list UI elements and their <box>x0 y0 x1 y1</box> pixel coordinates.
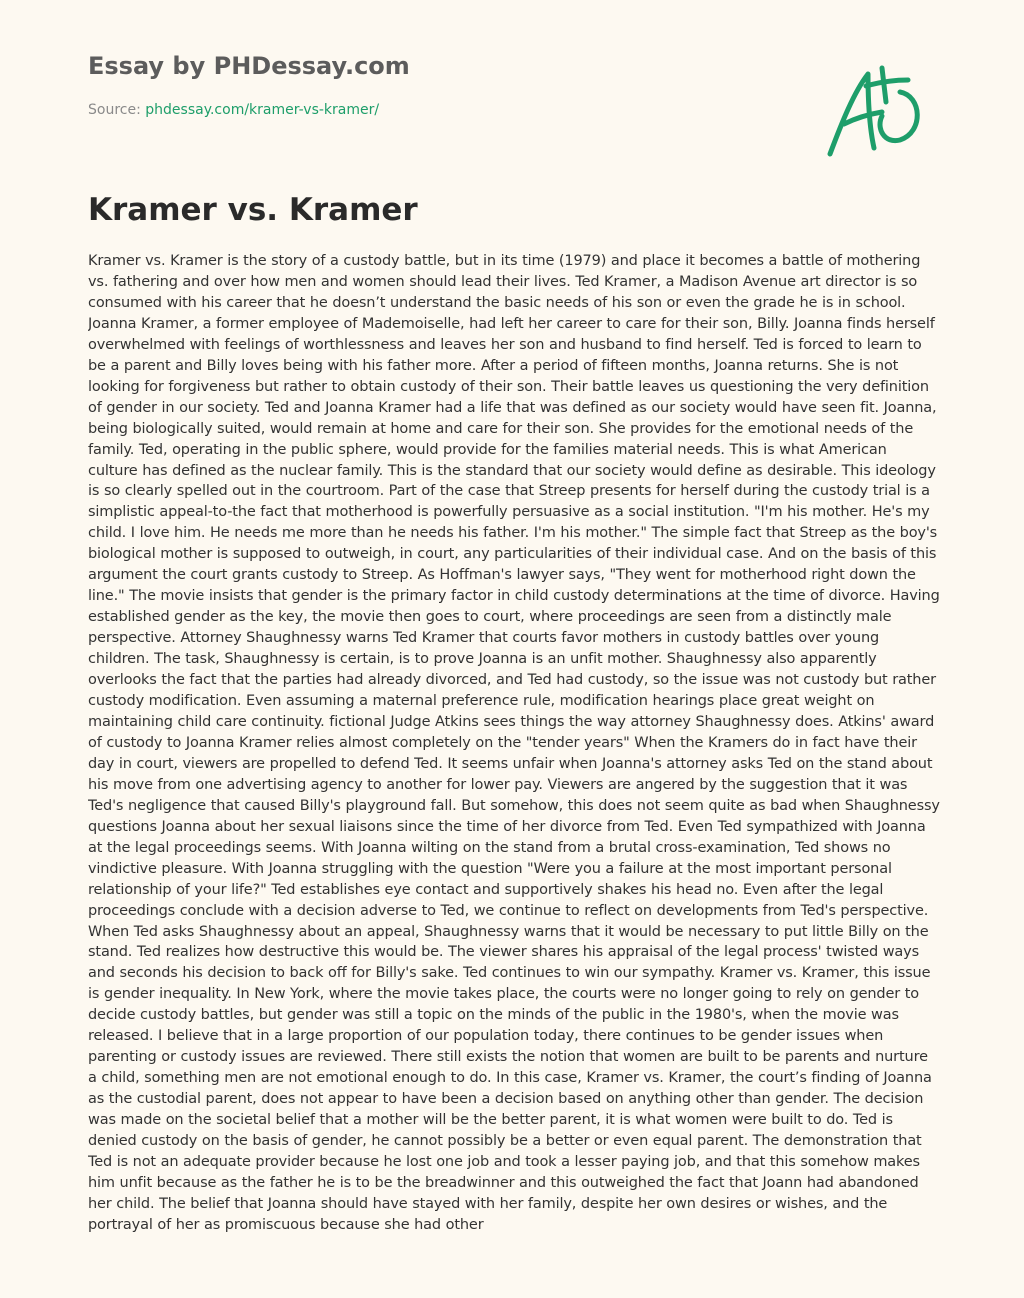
site-brand: Essay by PHDessay.com <box>88 52 410 80</box>
a-plus-grade-icon <box>820 62 930 162</box>
source-link[interactable]: phdessay.com/kramer-vs-kramer/ <box>145 102 380 118</box>
page-header <box>88 50 410 120</box>
essay-title: Kramer vs. Kramer <box>88 192 418 228</box>
source-line <box>88 100 410 120</box>
essay-body-container <box>88 251 940 1251</box>
essay-body: Kramer vs. Kramer is the story of a custody battle, but in its time (1979) and place it becomes a battle of mothering vs. fathering and over how men and women should lead their lives. Ted Kramer, a Madison Avenue art director is so consumed with his career that he doesn’t understand the basic needs of his son or even the grade he is in school. Joanna Kramer, a former employee of Mademoiselle, had left her career to care for their son, Billy. Joanna finds herself overwhelmed with feelings of worthlessness and leaves her son and husband to find herself. Ted is forced to learn to be a parent and Billy loves being with his father more. After a period of fifteen months, Joanna returns. She is not looking for forgiveness but rather to obtain custody of their son. Their battle leaves us questioning the very definition of gender in our society. Ted and Joanna Kramer had a life that was defined as our society would have seen fit. Joanna, being biologically suited, would remain at home and care for their son. She provides for the emotional needs of the family. Ted, operating in the public sphere, would provide for the families material needs. This is what American culture has defined as the nuclear family. This is the standard that our society would define as desirable. This ideology is so clearly spelled out in the courtroom. Part of the case that Streep presents for herself during the custody trial is a simplistic appeal-to-the fact that motherhood is powerfully persuasive as a social institution. "I'm his mother. He's my child. I love him. He needs me more than he needs his father. I'm his mother." The simple fact that Streep as the boy's biological mother is supposed to outweigh, in court, any particularities of their individual case. And on the basis of this argument the court grants custody to Streep. As Hoffman's lawyer says, "They went for motherhood right down the line." The movie insists that gender is the primary factor in child custody determinations at the time of divorce. Having established gender as the key, the movie then goes to court, where proceedings are seen from a distinctly male perspective. Attorney Shaughnessy warns Ted Kramer that courts favor mothers in custody battles over young children. The task, Shaughnessy is certain, is to prove Joanna is an unfit mother. Shaughnessy also apparently overlooks the fact that the parties had already divorced, and Ted had custody, so the issue was not custody but rather custody modification. Even assuming a maternal preference rule, modification hearings place great weight on maintaining child care continuity. fictional Judge Atkins sees things the way attorney Shaughnessy does. Atkins' award of custody to Joanna Kramer relies almost completely on the "tender years" When the Kramers do in fact have their day in court, viewers are propelled to defend Ted. It seems unfair when Joanna's attorney asks Ted on the stand about his move from one advertising agency to another for lower pay. Viewers are angered by the suggestion that it was Ted's negligence that caused Billy's playground fall. But somehow, this does not seem quite as bad when Shaughnessy questions Joanna about her sexual liaisons since the time of her divorce from Ted. Even Ted sympathized with Joanna at the legal proceedings seems. With Joanna wilting on the stand from a brutal cross-examination, Ted shows no vindictive pleasure. With Joanna struggling with the question "Were you a failure at the most important personal relationship of your life?" Ted establishes eye contact and supportively shakes his head no. Even after the legal proceedings conclude with a decision adverse to Ted, we continue to reflect on developments from Ted's perspective. When Ted asks Shaughnessy about an appeal, Shaughnessy warns that it would be necessary to put little Billy on the stand. Ted realizes how destructive this would be. The viewer shares his appraisal of the legal process' twisted ways and seconds his decision to back off for Billy's sake. Ted continues to win our sympathy. Kramer vs. Kramer, this issue is gender inequality. In New York, where the movie takes place, the courts were no longer going to rely on gender to decide custody battles, but gender was still a topic on the minds of the public in the 1980's, when the movie was released. I believe that in a large proportion of our population today, there continues to be gender issues when parenting or custody issues are reviewed. There still exists the notion that women are built to be parents and nurture a child, something men are not emotional enough to do. In this case, Kramer vs. Kramer, the court’s finding of Joanna as the custodial parent, does not appear to have been a decision based on anything other than gender. The decision was made on the societal belief that a mother will be the better parent, it is what women were built to do. Ted is denied custody on the basis of gender, he cannot possibly be a better or even equal parent. The demonstration that Ted is not an adequate provider because he lost one job and took a lesser paying job, and that this somehow makes him unfit because as the father he is to be the breadwinner and this outweighed the fact that Joann had abandoned her child. The belief that Joanna should have stayed with her family, despite her own desires or wishes, and the portrayal of her as promiscuous because she had other <box>88 253 940 1233</box>
source-label: Source: <box>88 102 146 118</box>
